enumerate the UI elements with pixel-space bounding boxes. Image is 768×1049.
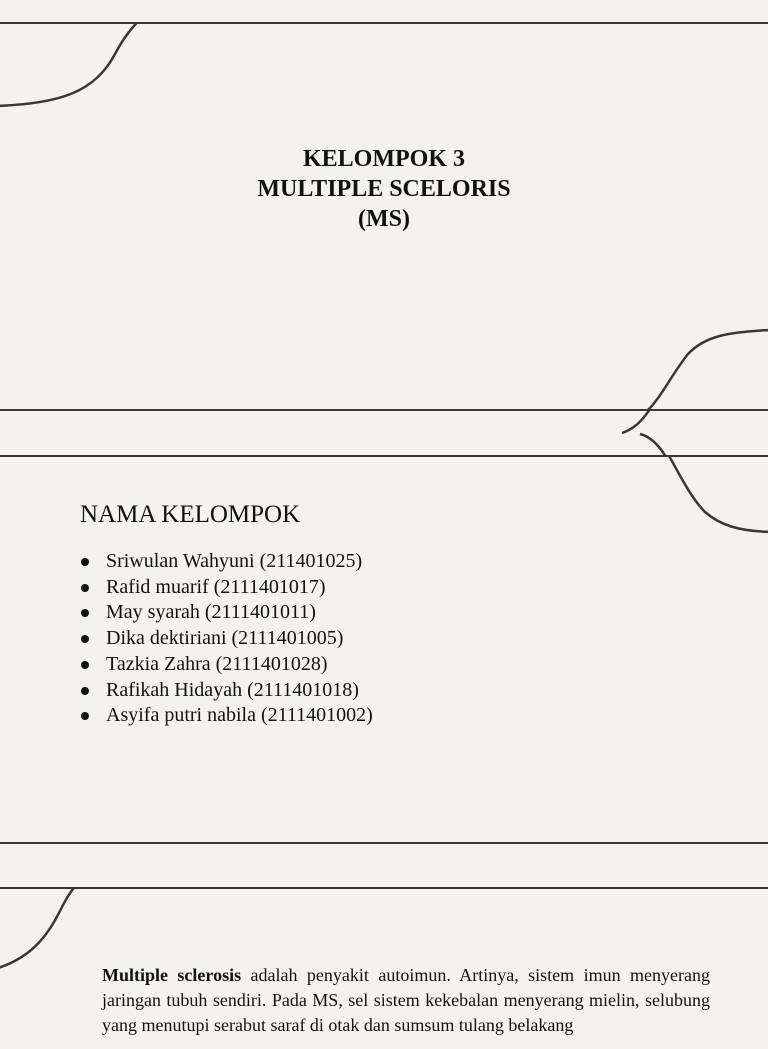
title-line-3: (MS) [358,206,410,232]
list-item [80,678,373,704]
bullet-icon [81,584,89,592]
title-slide [0,24,768,410]
member-name: Sriwulan Wahyuni (211401025) [106,550,363,572]
member-name: Dika dektiriani (2111401005) [106,627,344,650]
curve-decoration [0,411,768,455]
slide-title [0,144,768,234]
list-item [80,626,373,652]
bullet-icon [81,558,89,566]
bullet-icon [81,609,89,617]
definition-slide [0,889,768,1049]
member-name: Tazkia Zahra (2111401028) [106,652,328,675]
slide-gap [0,844,768,887]
member-name: Rafid muarif (2111401017) [106,575,326,598]
definition-paragraph [102,963,710,1038]
list-item [80,703,373,729]
members-slide [0,457,768,843]
list-item [80,575,373,601]
members-list [80,549,373,729]
title-line-2: MULTIPLE SCELORIS [257,176,511,202]
bullet-icon [81,661,89,669]
bullet-icon [81,687,89,695]
list-item [80,549,373,575]
top-strip [0,0,768,22]
list-item [80,652,373,678]
member-name: May syarah (2111401011) [106,601,316,624]
bullet-icon [81,635,89,643]
slide-gap [0,411,768,455]
bullet-icon [81,712,89,720]
members-heading: NAMA KELOMPOK [80,501,301,528]
list-item [80,600,373,626]
member-name: Rafikah Hidayah (2111401018) [106,678,359,701]
definition-text: adalah penyakit autoimun. Artinya, sistem imun menyerang jaringan tubuh sendiri. Pada MS, sel sistem kekebalan menyerang mielin, selubung yang menutupi serabut saraf di otak dan sumsum tulang belakang [102,965,711,1035]
title-line-1: KELOMPOK 3 [303,146,465,172]
definition-term: Multiple sclerosis [102,965,242,985]
member-name: Asyifa putri nabila (2111401002) [106,704,373,727]
